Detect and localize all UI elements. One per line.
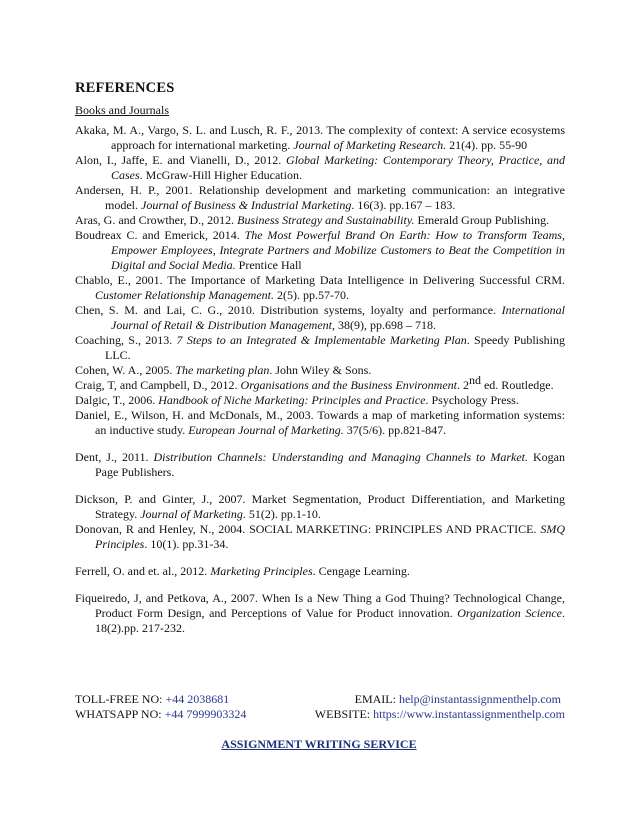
reference-entry bbox=[75, 373, 565, 393]
reference-source: Journal of Marketing bbox=[140, 507, 243, 521]
reference-text: Chablo, E., 2001. The Importance of Marketing Data Intelligence in Delivering Successful CRM. bbox=[75, 273, 565, 287]
website-link[interactable]: https://www.instantassignmenthelp.com bbox=[373, 707, 565, 721]
reference-details: . John Wiley & Sons. bbox=[269, 363, 372, 377]
reference-entry bbox=[75, 153, 565, 183]
ordinal-suffix: nd bbox=[468, 373, 481, 387]
reference-source: European Journal of Marketing. bbox=[188, 423, 344, 437]
reference-details: Kogan Page Publishers. bbox=[95, 450, 566, 479]
reference-entry bbox=[75, 408, 565, 438]
reference-entry bbox=[75, 228, 565, 273]
reference-entry bbox=[75, 333, 565, 363]
reference-text: Dickson, P. and Ginter, J., 2007. Market Segmentation, Product Differentiation, and Marketing Strategy. bbox=[75, 492, 565, 521]
website-info bbox=[315, 707, 565, 722]
reference-source: 7 Steps to an Integrated & Implementable Marketing Plan bbox=[176, 333, 467, 347]
references-section bbox=[75, 80, 565, 636]
reference-entry bbox=[75, 450, 565, 480]
reference-details: . 51(2). pp.1-10. bbox=[242, 507, 321, 521]
reference-entry bbox=[75, 363, 565, 378]
reference-details: . McGraw-Hill Higher Education. bbox=[139, 168, 302, 182]
tollfree-label: TOLL-FREE NO: bbox=[75, 692, 166, 706]
tollfree-number[interactable]: +44 2038681 bbox=[165, 692, 230, 706]
page-title: REFERENCES bbox=[75, 80, 175, 96]
reference-text: Chen, S. M. and Lai, C. G., 2010. Distribution systems, loyalty and performance. bbox=[75, 303, 502, 317]
reference-details: . Cengage Learning. bbox=[312, 564, 410, 578]
reference-details: ed. Routledge. bbox=[480, 378, 554, 392]
reference-text: Dent, J., 2011. bbox=[75, 450, 154, 464]
reference-details: Prentice Hall bbox=[235, 258, 302, 272]
email-label: EMAIL: bbox=[354, 692, 399, 706]
reference-source: Business Strategy and Sustainability. bbox=[237, 213, 415, 227]
reference-source: The Most Powerful Brand On Earth: How to Transform Teams, Empower Employees, Integrate Partners and Mobilize Customers to Beat the Competition in Digital and Social Media. bbox=[111, 228, 565, 272]
reference-text: Aras, G. and Crowther, D., 2012. bbox=[75, 213, 238, 227]
reference-source: International Journal of Retail & Distribution Management bbox=[111, 303, 565, 332]
email-info bbox=[355, 692, 561, 707]
reference-details: . 2 bbox=[456, 378, 469, 392]
reference-entry bbox=[75, 492, 565, 522]
contact-footer bbox=[75, 692, 565, 722]
reference-source: Customer Relationship Management. bbox=[95, 288, 274, 302]
contact-row-1 bbox=[75, 692, 565, 707]
reference-entry bbox=[75, 273, 565, 303]
reference-source: Global Marketing: Contemporary Theory, Practice, and Cases bbox=[111, 153, 566, 182]
reference-text: Daniel, E., Wilson, H. and McDonals, M., 2003. Towards a map of marketing information systems: an inductive study. bbox=[75, 408, 565, 437]
reference-entry bbox=[75, 213, 565, 228]
reference-details: . 18(2).pp. 217-232. bbox=[95, 606, 566, 635]
reference-details: Emerald Group Publishing. bbox=[414, 213, 550, 227]
reference-entry bbox=[75, 183, 565, 213]
reference-source: SMQ Principles bbox=[95, 522, 565, 551]
reference-text: Akaka, M. A., Vargo, S. L. and Lusch, R. F., 2013. The complexity of context: A service ecosystems approach for international marketing. bbox=[75, 123, 565, 152]
reference-details: , 38(9), pp.698 – 718. bbox=[331, 318, 436, 332]
reference-text: Cohen, W. A., 2005. bbox=[75, 363, 176, 377]
reference-source: The marketing plan bbox=[175, 363, 270, 377]
reference-details: 21(4). pp. 55-90 bbox=[446, 138, 528, 152]
reference-entry bbox=[75, 564, 565, 579]
reference-text: Ferrell, O. and et. al., 2012. bbox=[75, 564, 211, 578]
reference-source: Marketing Principles bbox=[210, 564, 313, 578]
reference-details: . 10(1). pp.31-34. bbox=[144, 537, 229, 551]
reference-source: Journal of Marketing Research. bbox=[293, 138, 447, 152]
reference-details: 2(5). pp.57-70. bbox=[273, 288, 349, 302]
reference-entry bbox=[75, 522, 565, 552]
reference-text: Craig, T, and Campbell, D., 2012. bbox=[75, 378, 241, 392]
reference-details: 37(5/6). pp.821-847. bbox=[343, 423, 447, 437]
reference-text: Boudreax C. and Emerick, 2014. bbox=[75, 228, 245, 242]
reference-source: Handbook of Niche Marketing: Principles and Practice bbox=[158, 393, 426, 407]
reference-details: . Speedy Publishing LLC. bbox=[105, 333, 566, 362]
tollfree-info bbox=[75, 692, 229, 707]
reference-entry bbox=[75, 303, 565, 333]
email-link[interactable]: help@instantassignmenthelp.com bbox=[398, 692, 561, 706]
reference-entry bbox=[75, 123, 565, 153]
reference-source: Journal of Business & Industrial Marketing bbox=[141, 198, 352, 212]
section-subheading: Books and Journals bbox=[75, 103, 169, 117]
reference-entry bbox=[75, 591, 565, 636]
reference-text: Fiqueiredo, J, and Petkova, A., 2007. When Is a New Thing a God Thuing? Technological Change, Product Form Design, and Perceptions of Value for Product innovation. bbox=[75, 591, 565, 620]
whatsapp-info bbox=[75, 707, 246, 722]
service-link[interactable]: ASSIGNMENT WRITING SERVICE bbox=[221, 737, 417, 751]
reference-text: Dalgic, T., 2006. bbox=[75, 393, 159, 407]
whatsapp-number[interactable]: +44 7999903324 bbox=[164, 707, 247, 721]
reference-details: . Psychology Press. bbox=[425, 393, 519, 407]
whatsapp-label: WHATSAPP NO: bbox=[75, 707, 165, 721]
contact-row-2 bbox=[75, 707, 565, 722]
reference-text: Alon, I., Jaffe, E. and Vianelli, D., 2012. bbox=[75, 153, 287, 167]
reference-source: Distribution Channels: Understanding and Managing Channels to Market. bbox=[153, 450, 529, 464]
reference-source: Organisations and the Business Environment bbox=[240, 378, 457, 392]
reference-entry bbox=[75, 393, 565, 408]
reference-text: Andersen, H. P., 2001. Relationship development and marketing communication: an integrative model. bbox=[75, 183, 565, 212]
website-label: WEBSITE: bbox=[314, 707, 374, 721]
reference-text: Coaching, S., 2013. bbox=[75, 333, 177, 347]
reference-text: Donovan, R and Henley, N., 2004. SOCIAL MARKETING: PRINCIPLES AND PRACTICE. bbox=[75, 522, 541, 536]
reference-source: Organization Science bbox=[457, 606, 563, 620]
reference-details: . 16(3). pp.167 – 183. bbox=[351, 198, 456, 212]
